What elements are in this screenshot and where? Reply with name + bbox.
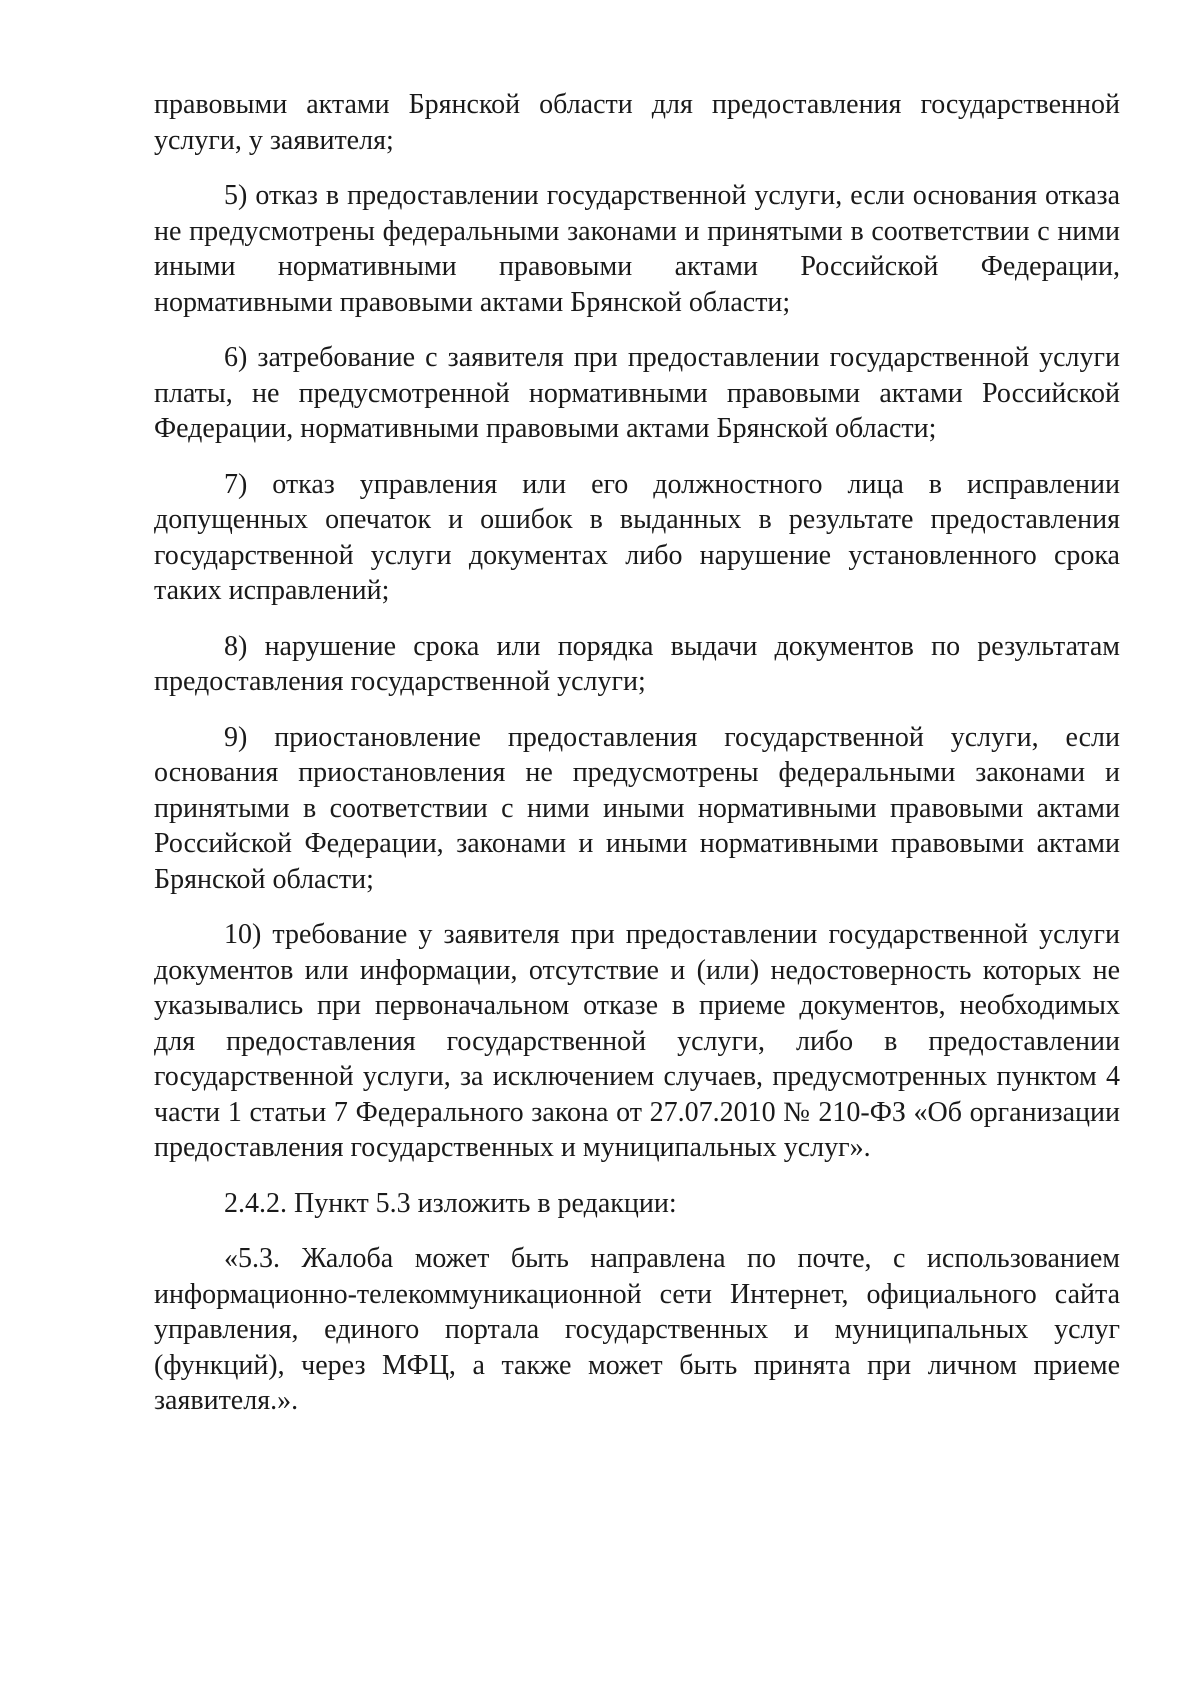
paragraph-continuation: правовыми актами Брянской области для предоставления государственной услуги, у заявителя; [154, 89, 1120, 156]
paragraph-item-9: 9) приостановление предоставления государственной услуги, если основания приостановления не предусмотрены федеральными законами и принятыми в соответствии с ними иными нормативными правовыми актами Российской Федерации, законами и иными нормативными правовыми актами Брянской области; [154, 721, 1120, 895]
paragraph-item-10: 10) требование у заявителя при предоставлении государственной услуги документов или информации, отсутствие и (или) недостоверность которых не указывались при первоначальном отказе в приеме документов, необходимых для предоставления государственной услуги, либо в предоставлении государственной услуги, за исключением случаев, предусмотренных пунктом 4 части 1 статьи 7 Федерального закона от 27.07.2010 № 210-ФЗ «Об организации предоставления государственных и муниципальных услуг». [154, 919, 1120, 1163]
paragraph-section-2-4-2: 2.4.2. Пункт 5.3 изложить в редакции: [224, 1187, 677, 1219]
paragraph-item-6: 6) затребование с заявителя при предоставлении государственной услуги платы, не предусмотренной нормативными правовыми актами Российской Федерации, нормативными правовыми актами Брянской области; [154, 342, 1120, 444]
document-body [154, 87, 1120, 1439]
paragraph-item-8: 8) нарушение срока или порядка выдачи документов по результатам предоставления государственной услуги; [154, 630, 1120, 697]
paragraph-item-7: 7) отказ управления или его должностного лица в исправлении допущенных опечаток и ошибок в выданных в результате предоставления государственной услуги документах либо нарушение установленного срока таких исправлений; [154, 468, 1120, 606]
paragraph-clause-5-3: «5.3. Жалоба может быть направлена по почте, с использованием информационно-телекоммуникационной сети Интернет, официального сайта управления, единого портала государственных и муниципальных услуг (функций), через МФЦ, а также может быть принята при личном приеме заявителя.». [154, 1243, 1120, 1416]
paragraph-item-5: 5) отказ в предоставлении государственной услуги, если основания отказа не предусмотрены федеральными законами и принятыми в соответствии с ними иными нормативными правовыми актами Российской Федерации, нормативными правовыми актами Брянской области; [154, 180, 1120, 318]
